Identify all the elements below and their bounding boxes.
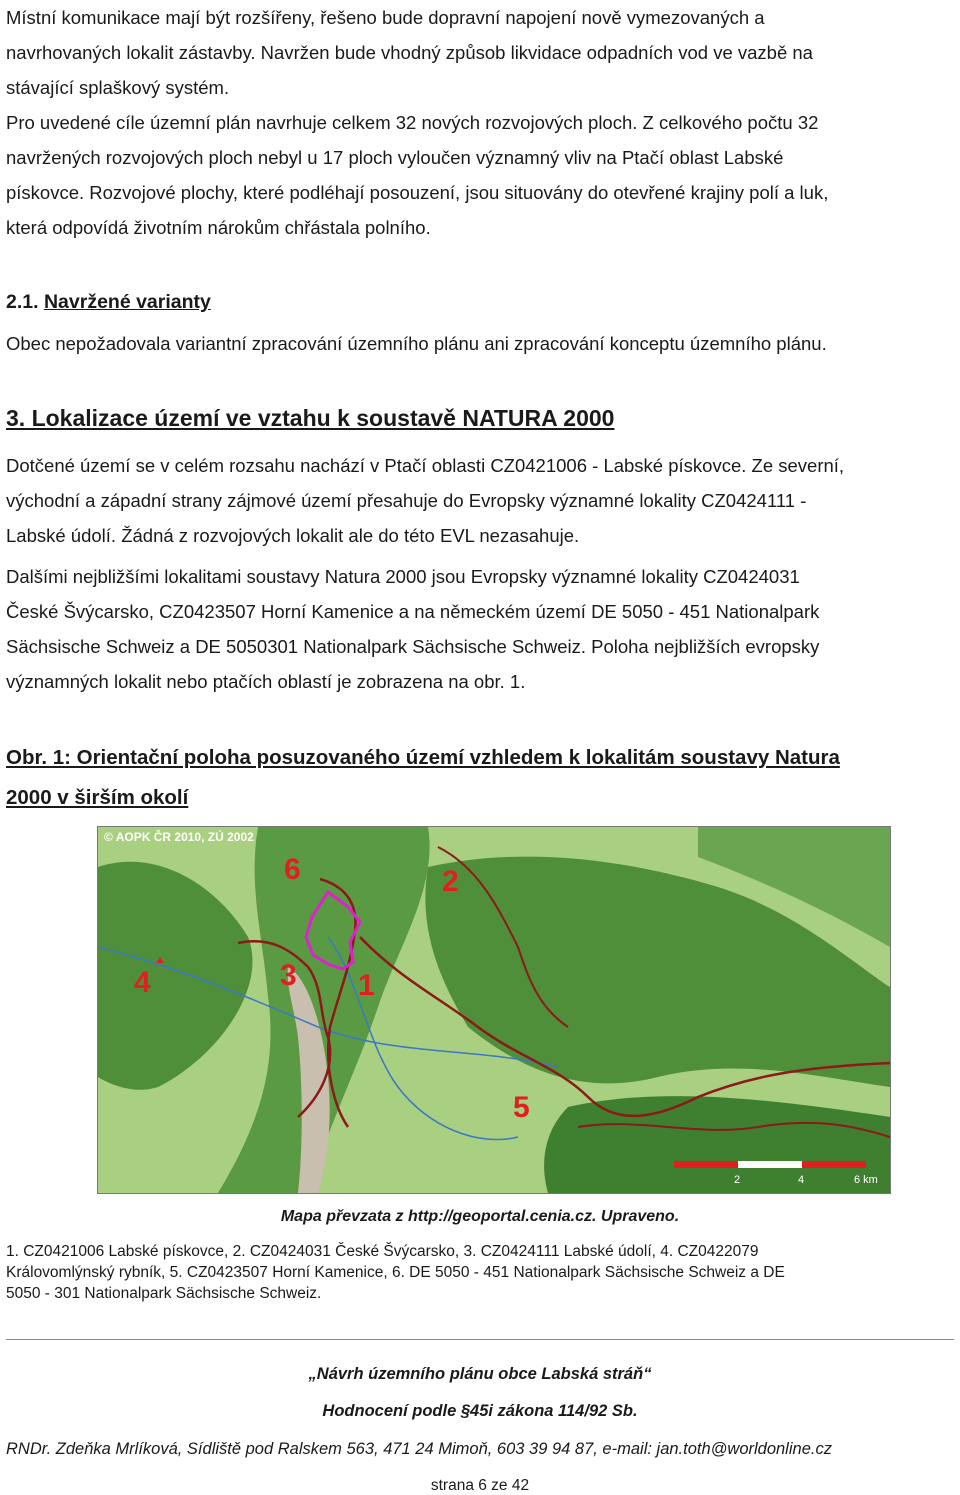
text-line: pískovce. Rozvojové plochy, které podléhají posouzení, jsou situovány do otevřené krajiny polí a luk, <box>6 182 829 203</box>
forest-area <box>544 1096 890 1193</box>
section-2-1-text <box>6 326 954 361</box>
footer-divider <box>6 1339 954 1340</box>
footer-assessment-type: Hodnocení podle §45i zákona 114/92 Sb. <box>322 1402 638 1420</box>
text-line: Obec nepožadovala variantní zpracování územního plánu ani zpracování konceptu územního plánu. <box>6 333 827 354</box>
scale-bar-segment <box>674 1161 738 1168</box>
text-line: Dotčené území se v celém rozsahu nachází v Ptačí oblasti CZ0421006 - Labské pískovce. Ze severní, <box>6 455 845 476</box>
text-line: Pro uvedené cíle územní plán navrhuje celkem 32 nových rozvojových ploch. Z celkového počtu 32 <box>6 112 819 133</box>
section-3-heading: 3. Lokalizace území ve vztahu k soustavě NATURA 2000 <box>6 405 615 431</box>
text-line: Dalšími nejbližšími lokalitami soustavy Natura 2000 jsou Evropsky významné lokality CZ0424031 <box>6 566 800 587</box>
site-label-4: 4 <box>134 966 151 999</box>
text-line: východní a západní strany zájmové území přesahuje do Evropsky významné lokality CZ0424111 - <box>6 490 807 511</box>
text-line: navrhovaných lokalit zástavby. Navržen bude vhodný způsob likvidace odpadních vod ve vazbě na <box>6 42 813 63</box>
scale-label: 4 <box>798 1174 805 1186</box>
map-legend <box>6 1241 956 1304</box>
section-title: Navržené varianty <box>43 291 211 313</box>
site-label-5: 5 <box>513 1091 530 1124</box>
scale-label: 6 km <box>854 1174 878 1186</box>
map-copyright: © AOPK ČR 2010, ZÚ 2002 <box>104 830 254 844</box>
site-label-6: 6 <box>284 853 301 886</box>
map-graphic <box>98 827 890 1193</box>
text-line: Místní komunikace mají být rozšířeny, řešeno bude dopravní napojení nově vymezovaných a <box>6 7 765 28</box>
text-line: která odpovídá životním nárokům chřástala polního. <box>6 217 431 238</box>
section-number: 2.1. <box>6 291 39 313</box>
text-line: Sächsische Schweiz a DE 5050301 Nationalpark Sächsische Schweiz. Poloha nejbližších evropsky <box>6 636 820 657</box>
section-2-1-heading <box>6 291 211 314</box>
text-line: významných lokalit nebo ptačích oblastí je zobrazena na obr. 1. <box>6 671 526 692</box>
legend-line: 5050 - 301 Nationalpark Sächsische Schweiz. <box>6 1285 322 1302</box>
site-label-1: 1 <box>358 969 375 1002</box>
text-line: navržených rozvojových ploch nebyl u 17 ploch vyloučen významný vliv na Ptačí oblast Labské <box>6 147 784 168</box>
site-label-3: 3 <box>280 959 297 992</box>
legend-line: 1. CZ0421006 Labské pískovce, 2. CZ0424031 České Švýcarsko, 3. CZ0424111 Labské údolí, 4. CZ0422079 <box>6 1243 759 1260</box>
figure-title-line: 2000 v širším okolí <box>6 786 189 809</box>
scale-bar-segment <box>802 1161 866 1168</box>
footer-author-contact: RNDr. Zdeňka Mrlíková, Sídliště pod Ralskem 563, 471 24 Mimoň, 603 39 94 87, e-mail: jan.toth@worldonline.cz <box>6 1440 832 1458</box>
text-line: stávající splaškový systém. <box>6 77 230 98</box>
site-label-2: 2 <box>442 865 459 898</box>
section-3-paragraph-2 <box>6 559 954 699</box>
intro-paragraph <box>6 0 954 245</box>
figure-title <box>6 738 954 818</box>
map-caption: Mapa převzata z http://geoportal.cenia.cz. Upraveno. <box>280 1208 680 1225</box>
footer-document-title: „Návrh územního plánu obce Labská stráň“ <box>308 1365 652 1383</box>
page-number: strana 6 ze 42 <box>430 1477 530 1494</box>
natura-map-image <box>97 826 891 1194</box>
text-line: Labské údolí. Žádná z rozvojových lokalit ale do této EVL nezasahuje. <box>6 525 580 546</box>
scale-label: 2 <box>734 1174 741 1186</box>
section-3-paragraph-1 <box>6 448 954 553</box>
scale-bar-segment <box>738 1161 802 1168</box>
figure-title-line: Obr. 1: Orientační poloha posuzovaného území vzhledem k lokalitám soustavy Natura <box>6 746 840 769</box>
legend-line: Královomlýnský rybník, 5. CZ0423507 Horní Kamenice, 6. DE 5050 - 451 Nationalpark Sächsische Schweiz a DE <box>6 1264 785 1281</box>
text-line: České Švýcarsko, CZ0423507 Horní Kamenice a na německém území DE 5050 - 451 Nationalpark <box>6 601 820 622</box>
